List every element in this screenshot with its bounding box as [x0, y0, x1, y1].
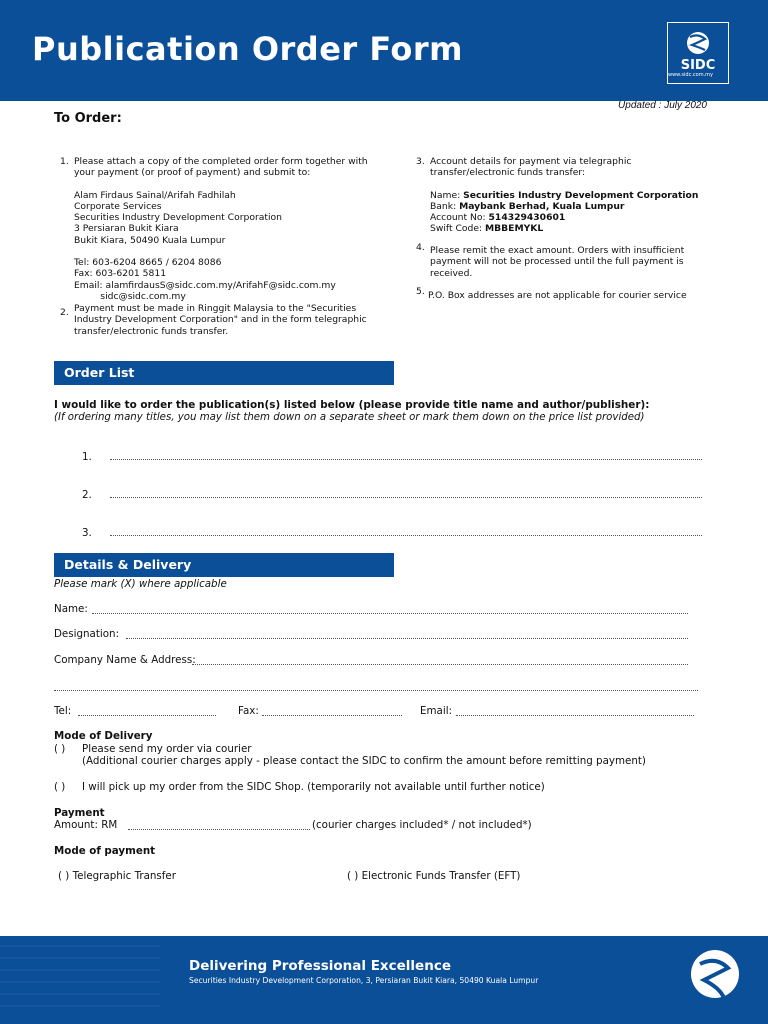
line: transfer/electronic funds transfer.	[74, 325, 229, 337]
item-number: 5.	[416, 286, 425, 297]
item-number: 1.	[60, 156, 69, 167]
order-row-number: 3.	[82, 527, 92, 539]
logo-url: www.sidc.com.my	[668, 72, 714, 78]
tel-label: Tel:	[54, 705, 72, 717]
line: Alam Firdaus Sainal/Arifah Fadhilah	[74, 189, 236, 201]
spacer	[74, 246, 368, 257]
to-order-heading: To Order:	[54, 111, 122, 126]
fax-field[interactable]	[262, 715, 402, 716]
account-swift	[430, 223, 698, 234]
line: Please remit the exact amount. Orders with insufficient	[430, 245, 685, 256]
line: Industry Development Corporation" and in the form telegraphic	[74, 314, 367, 326]
line: Email: alamfirdausS@sidc.com.my/ArifahF@sidc.com.my	[74, 279, 336, 291]
item-number: 2.	[60, 307, 69, 318]
amount-note: (courier charges included* / not included*)	[312, 819, 532, 831]
address-field[interactable]	[54, 690, 698, 691]
line: sidc@sidc.com.my	[74, 290, 186, 302]
line: Please attach a copy of the completed order form together with	[74, 156, 368, 167]
details-delivery-bar: Details & Delivery	[54, 553, 394, 577]
value: MBBEMYKL	[485, 223, 544, 235]
account-bank	[430, 201, 698, 212]
name-field[interactable]	[92, 613, 688, 614]
fax-label: Fax:	[238, 705, 259, 717]
line: your payment (or proof of payment) and submit to:	[74, 167, 311, 179]
mode-payment-heading: Mode of payment	[54, 845, 156, 857]
page-title: Publication Order Form	[32, 30, 463, 68]
order-intro: I would like to order the publication(s) listed below (please provide title name and author/publisher):	[54, 399, 650, 411]
line: Corporate Services	[74, 200, 162, 212]
company-label: Company Name & Address:	[54, 654, 196, 666]
item-number: 4.	[416, 242, 425, 253]
pickup-checkbox[interactable]: ( )	[54, 781, 66, 793]
value: 514329430601	[488, 212, 566, 224]
updated-date: Updated : July 2020	[618, 100, 707, 111]
courier-option: Please send my order via courier	[82, 743, 252, 755]
eft-option[interactable]: ( ) Electronic Funds Transfer (EFT)	[347, 870, 521, 882]
instruction-3	[430, 156, 698, 235]
order-intro-note: (If ordering many titles, you may list them down on a separate sheet or mark them down on the price list provided)	[54, 412, 645, 423]
designation-field[interactable]	[126, 638, 688, 639]
line: Fax: 603-6201 5811	[74, 268, 167, 280]
order-row-number: 1.	[82, 451, 92, 463]
courier-checkbox[interactable]: ( )	[54, 743, 66, 755]
line: P.O. Box addresses are not applicable for courier service	[428, 290, 687, 301]
mode-delivery-heading: Mode of Delivery	[54, 730, 153, 742]
line: Securities Industry Development Corporation	[74, 212, 282, 224]
line: Bukit Kiara, 50490 Kuala Lumpur	[74, 234, 226, 246]
line: transfer/electronic funds transfer:	[430, 167, 586, 179]
line: Tel: 603-6204 8665 / 6204 8086	[74, 257, 222, 269]
line: Account details for payment via telegraphic	[430, 156, 632, 167]
designation-label: Designation:	[54, 628, 120, 640]
instruction-2	[74, 303, 367, 337]
footer-address: Securities Industry Development Corporation, 3, Persiaran Bukit Kiara, 50490 Kuala Lumpur	[189, 976, 539, 985]
account-name	[430, 190, 698, 201]
item-number: 3.	[416, 156, 425, 167]
label: Name:	[430, 189, 464, 201]
line: payment will not be processed until the full payment is	[430, 256, 684, 268]
amount-field[interactable]	[128, 829, 310, 830]
pickup-option: I will pick up my order from the SIDC Shop. (temporarily not available until further notice)	[82, 781, 545, 793]
amount-label: Amount: RM	[54, 819, 118, 831]
logo-text: SIDC	[680, 58, 716, 73]
label: Account No:	[430, 212, 489, 224]
mark-note: Please mark (X) where applicable	[54, 578, 227, 590]
line: Payment must be made in Ringgit Malaysia to the "Securities	[74, 303, 357, 314]
order-row-field[interactable]	[110, 497, 702, 498]
payment-heading: Payment	[54, 807, 105, 819]
account-number	[430, 212, 698, 223]
order-row-field[interactable]	[110, 459, 702, 460]
label: Bank:	[430, 200, 460, 212]
footer-title: Delivering Professional Excellence	[189, 958, 451, 974]
label: Swift Code:	[430, 223, 486, 235]
email-field[interactable]	[456, 715, 694, 716]
value: Maybank Berhad, Kuala Lumpur	[459, 200, 625, 212]
instruction-1	[74, 156, 368, 302]
name-label: Name:	[54, 603, 88, 615]
spacer	[430, 179, 698, 190]
spacer	[74, 179, 368, 190]
tel-field[interactable]	[78, 715, 216, 716]
value: Securities Industry Development Corporation	[463, 189, 699, 201]
order-row-field[interactable]	[110, 535, 702, 536]
line: received.	[430, 267, 473, 279]
order-row-number: 2.	[82, 489, 92, 501]
courier-note: (Additional courier charges apply - please contact the SIDC to confirm the amount before remitting payment)	[82, 755, 646, 767]
instruction-5	[428, 290, 687, 301]
instruction-4	[430, 245, 684, 279]
company-field[interactable]	[192, 664, 688, 665]
line: 3 Persiaran Bukit Kiara	[74, 223, 179, 235]
email-label: Email:	[420, 705, 453, 717]
telegraphic-transfer-option[interactable]: ( ) Telegraphic Transfer	[58, 870, 176, 882]
order-list-bar: Order List	[54, 361, 394, 385]
